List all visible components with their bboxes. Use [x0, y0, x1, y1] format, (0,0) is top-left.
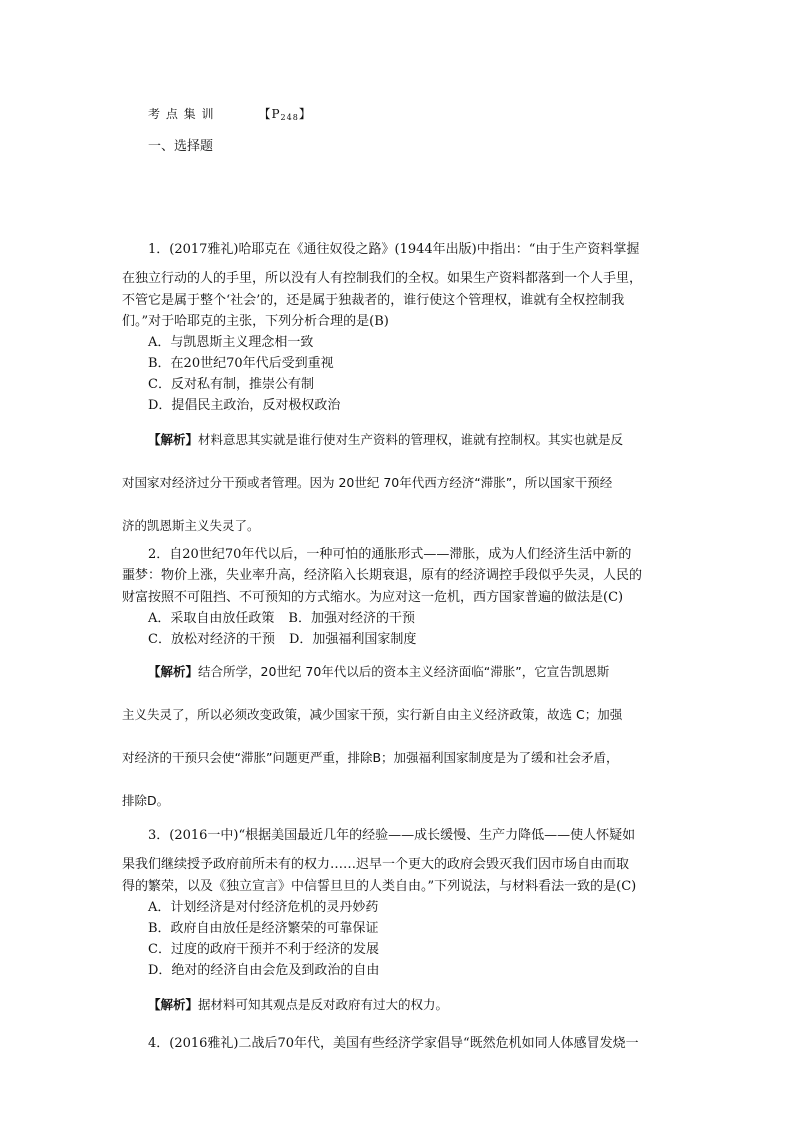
question-1-option-c: C．反对私有制，推崇公有制	[148, 377, 314, 392]
question-1-option-b: B．在20世纪70年代后受到重视	[148, 356, 334, 371]
question-3-line-1: 3．(2016一中)“根据美国最近几年的经验——成长缓慢、生产力降低——使人怀疑如	[148, 828, 636, 843]
question-1-option-a: A．与凯恩斯主义理念相一致	[148, 335, 314, 350]
question-2-analysis-line-3: 对经济的干预只会使“滞胀”问题更严重，排除B；加强福利国家制度是为了缓和社会矛盾，	[122, 750, 619, 765]
question-2-option-c: C．放松对经济的干预	[148, 632, 275, 647]
question-2-options-row-1	[148, 611, 415, 627]
question-1-option-d: D．提倡民主政治，反对极权政治	[148, 398, 341, 413]
question-3-option-d: D．绝对的经济自由会危及到政治的自由	[148, 963, 380, 978]
question-2-option-b: B．加强对经济的干预	[288, 611, 415, 626]
question-1-line-4: 们。”对于哈耶克的主张，下列分析合理的是(B)	[122, 314, 389, 329]
question-2-line-1: 2．自20世纪70年代以后，一种可怕的通胀形式——滞胀，成为人们经济生活中新的	[148, 547, 632, 562]
question-3-option-c: C．过度的政府干预并不利于经济的发展	[148, 942, 379, 957]
question-2-analysis-line-2: 主义失灵了，所以必须改变政策，减少国家干预，实行新自由主义经济政策，故选 C；加强	[122, 707, 623, 722]
question-1-line-1: 1．(2017雅礼)哈耶克在《通往奴役之路》(1944年出版)中指出：“由于生产资料掌握	[148, 242, 640, 257]
header-title: 考 点 集 训	[148, 107, 215, 121]
section-header	[148, 106, 312, 126]
question-1-line-2: 在独立行动的人的手里，所以没有人有控制我们的全权。如果生产资料都落到一个人手里，	[122, 271, 643, 286]
question-1-analysis-line-2: 对国家对经济过分干预或者管理。因为 20世纪 70年代西方经济“滞胀”，所以国家干预经	[122, 475, 613, 490]
question-2-line-2: 噩梦：物价上涨，失业率升高，经济陷入长期衰退，原有的经济调控手段似乎失灵，人民的	[122, 568, 643, 583]
section-title: 一、选择题	[148, 139, 214, 154]
question-3-line-3: 得的繁荣，以及《独立宣言》中信誓旦旦的人类自由。”下列说法，与材料看法一致的是(C)	[122, 879, 637, 894]
question-3-option-a: A．计划经济是对付经济危机的灵丹妙药	[148, 900, 379, 915]
question-2-options-row-2	[148, 632, 416, 648]
question-3-analysis-line-1: 【解析】据材料可知其观点是反对政府有过大的权力。	[148, 997, 449, 1012]
question-2-line-3: 财富按照不可阻挡、不可预知的方式缩水。为应对这一危机，西方国家普遍的做法是(C)	[122, 590, 624, 605]
question-3-option-b: B．政府自由放任是经济繁荣的可靠保证	[148, 921, 379, 936]
question-2-analysis-line-1: 【解析】结合所学，20世纪 70年代以后的资本主义经济面临“滞胀”，它宣告凯恩斯	[148, 664, 610, 679]
question-4-line-1: 4．(2016雅礼)二战后70年代，美国有些经济学家倡导“既然危机如同人体感冒发烧一	[148, 1036, 639, 1051]
page-ref: 【$P_{248}$】	[258, 107, 312, 122]
analysis-tag: 【解析】	[148, 997, 199, 1012]
question-2-option-d: D．加强福利国家制度	[288, 632, 417, 647]
question-3-line-2: 果我们继续授予政府前所未有的权力……迟早一个更大的政府会毁灭我们因市场自由而取	[122, 857, 630, 872]
question-1-line-3: 不管它是属于整个‘社会’的，还是属于独裁者的，谁行使这个管理权，谁就有全权控制我	[122, 293, 625, 308]
analysis-tag: 【解析】	[148, 432, 199, 447]
question-1-analysis-line-3: 济的凯恩斯主义失灵了。	[122, 518, 260, 533]
analysis-tag: 【解析】	[148, 664, 199, 679]
question-1-analysis-line-1: 【解析】材料意思其实就是谁行使对生产资料的管理权，谁就有控制权。其实也就是反	[148, 432, 624, 447]
question-2-analysis-line-4: 排除D。	[122, 793, 170, 808]
question-2-option-a: A．采取自由放任政策	[148, 611, 275, 626]
